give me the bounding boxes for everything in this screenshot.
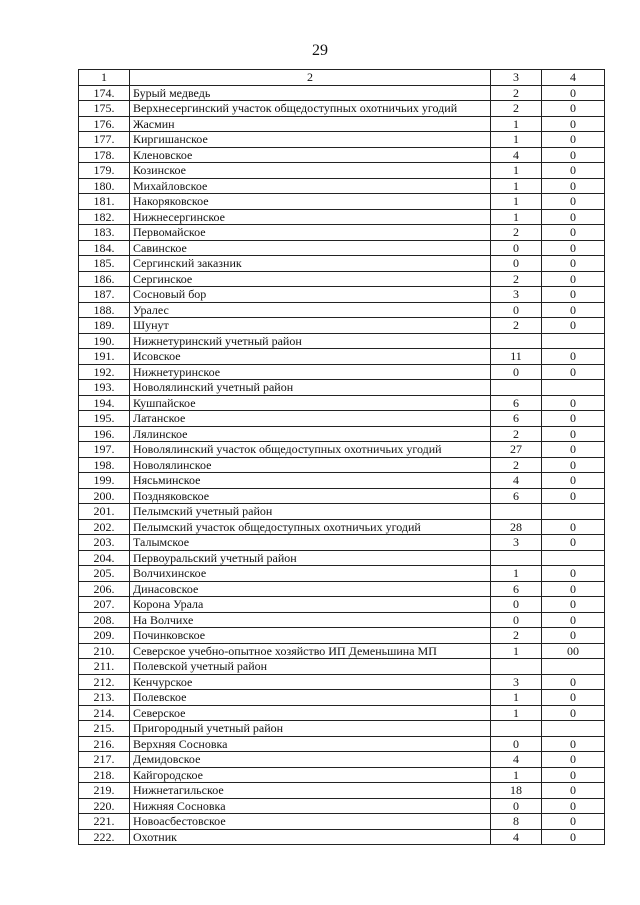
row-number-cell: 189. [79, 318, 130, 334]
table-row [79, 550, 605, 566]
row-value-3-cell: 1 [491, 132, 542, 148]
row-value-4-cell: 0 [542, 798, 605, 814]
row-name-cell: Михайловское [130, 178, 491, 194]
row-number-cell: 203. [79, 535, 130, 551]
row-value-3-cell: 3 [491, 535, 542, 551]
row-number-cell: 180. [79, 178, 130, 194]
table-row [79, 798, 605, 814]
row-value-4-cell: 0 [542, 628, 605, 644]
row-value-3-cell: 1 [491, 194, 542, 210]
row-name-cell: Пелымский учетный район [130, 504, 491, 520]
row-value-4-cell: 0 [542, 364, 605, 380]
row-number-cell: 211. [79, 659, 130, 675]
row-name-cell: Лялинское [130, 426, 491, 442]
row-name-cell: Первоуральский учетный район [130, 550, 491, 566]
row-number-cell: 206. [79, 581, 130, 597]
row-name-cell: Поздняковское [130, 488, 491, 504]
row-name-cell: Новолялинский участок общедоступных охотничьих угодий [130, 442, 491, 458]
row-value-3-cell: 2 [491, 426, 542, 442]
row-value-3-cell: 1 [491, 690, 542, 706]
row-value-4-cell: 0 [542, 519, 605, 535]
row-value-4-cell: 0 [542, 473, 605, 489]
row-value-4-cell: 0 [542, 163, 605, 179]
row-value-4-cell: 0 [542, 783, 605, 799]
row-value-4-cell: 0 [542, 147, 605, 163]
row-value-4-cell: 0 [542, 225, 605, 241]
row-name-cell: Нижнетуринское [130, 364, 491, 380]
row-value-4-cell: 0 [542, 101, 605, 117]
row-number-cell: 220. [79, 798, 130, 814]
row-value-3-cell: 1 [491, 209, 542, 225]
row-number-cell: 218. [79, 767, 130, 783]
row-value-4-cell: 0 [542, 705, 605, 721]
table-row [79, 721, 605, 737]
row-number-cell: 204. [79, 550, 130, 566]
table-row [79, 566, 605, 582]
row-number-cell: 191. [79, 349, 130, 365]
row-number-cell: 195. [79, 411, 130, 427]
row-value-4-cell: 0 [542, 597, 605, 613]
row-name-cell: Савинское [130, 240, 491, 256]
row-value-4-cell: 0 [542, 535, 605, 551]
row-number-cell: 202. [79, 519, 130, 535]
row-value-4-cell: 0 [542, 287, 605, 303]
row-number-cell: 179. [79, 163, 130, 179]
row-value-4-cell: 0 [542, 426, 605, 442]
row-number-cell: 187. [79, 287, 130, 303]
row-value-4-cell: 0 [542, 240, 605, 256]
row-number-cell: 190. [79, 333, 130, 349]
row-value-3-cell: 1 [491, 767, 542, 783]
table-row [79, 225, 605, 241]
table-row [79, 829, 605, 845]
row-name-cell: Верхняя Сосновка [130, 736, 491, 752]
row-value-4-cell: 0 [542, 178, 605, 194]
row-name-cell: Кленовское [130, 147, 491, 163]
header-col-2: 2 [130, 70, 491, 86]
row-name-cell: Новолялинское [130, 457, 491, 473]
row-value-3-cell: 2 [491, 271, 542, 287]
row-value-4-cell: 0 [542, 194, 605, 210]
row-name-cell: Первомайское [130, 225, 491, 241]
row-name-cell: Северское учебно-опытное хозяйство ИП Деменьшина МП [130, 643, 491, 659]
row-name-cell: Исовское [130, 349, 491, 365]
row-value-3-cell: 2 [491, 101, 542, 117]
row-name-cell: Сергинское [130, 271, 491, 287]
table-row [79, 163, 605, 179]
row-value-3-cell [491, 333, 542, 349]
row-value-4-cell: 0 [542, 256, 605, 272]
row-value-3-cell: 1 [491, 163, 542, 179]
table-row [79, 612, 605, 628]
table-row [79, 116, 605, 132]
row-name-cell: Накоряковское [130, 194, 491, 210]
row-name-cell: Нижнесергинское [130, 209, 491, 225]
row-value-3-cell: 2 [491, 628, 542, 644]
row-value-4-cell [542, 504, 605, 520]
row-name-cell: Кайгородское [130, 767, 491, 783]
row-name-cell: Киргишанское [130, 132, 491, 148]
row-number-cell: 174. [79, 85, 130, 101]
table-row [79, 101, 605, 117]
row-value-3-cell [491, 380, 542, 396]
table-body [79, 70, 605, 845]
row-value-3-cell: 1 [491, 643, 542, 659]
row-value-3-cell: 2 [491, 225, 542, 241]
table-row [79, 349, 605, 365]
row-number-cell: 181. [79, 194, 130, 210]
row-number-cell: 205. [79, 566, 130, 582]
table-row [79, 473, 605, 489]
table-row [79, 395, 605, 411]
row-name-cell: Шунут [130, 318, 491, 334]
row-value-4-cell: 0 [542, 209, 605, 225]
row-name-cell: Нижняя Сосновка [130, 798, 491, 814]
row-number-cell: 222. [79, 829, 130, 845]
table-row [79, 132, 605, 148]
row-number-cell: 192. [79, 364, 130, 380]
row-number-cell: 201. [79, 504, 130, 520]
row-value-4-cell: 0 [542, 829, 605, 845]
row-name-cell: Жасмин [130, 116, 491, 132]
row-value-4-cell: 0 [542, 736, 605, 752]
row-value-4-cell: 0 [542, 457, 605, 473]
table-row [79, 147, 605, 163]
row-value-3-cell: 0 [491, 612, 542, 628]
table-row [79, 178, 605, 194]
row-value-4-cell: 0 [542, 349, 605, 365]
row-number-cell: 176. [79, 116, 130, 132]
row-value-3-cell [491, 550, 542, 566]
table-row [79, 736, 605, 752]
header-col-4: 4 [542, 70, 605, 86]
page-number: 29 [312, 42, 328, 59]
row-value-3-cell: 27 [491, 442, 542, 458]
table-row [79, 488, 605, 504]
row-name-cell: Новолялинский учетный район [130, 380, 491, 396]
row-value-3-cell: 6 [491, 488, 542, 504]
row-number-cell: 194. [79, 395, 130, 411]
row-value-3-cell: 6 [491, 395, 542, 411]
row-value-4-cell: 0 [542, 132, 605, 148]
table-row [79, 426, 605, 442]
row-value-4-cell: 0 [542, 442, 605, 458]
row-value-3-cell [491, 659, 542, 675]
row-name-cell: Сергинский заказник [130, 256, 491, 272]
row-value-3-cell: 0 [491, 302, 542, 318]
row-value-3-cell: 0 [491, 364, 542, 380]
row-value-3-cell: 2 [491, 318, 542, 334]
row-number-cell: 207. [79, 597, 130, 613]
table-row [79, 814, 605, 830]
row-value-3-cell: 28 [491, 519, 542, 535]
row-value-4-cell [542, 659, 605, 675]
row-number-cell: 212. [79, 674, 130, 690]
row-value-4-cell: 0 [542, 116, 605, 132]
row-number-cell: 185. [79, 256, 130, 272]
row-value-3-cell: 8 [491, 814, 542, 830]
table-row [79, 643, 605, 659]
row-name-cell: Починковское [130, 628, 491, 644]
row-value-3-cell: 4 [491, 473, 542, 489]
table-row [79, 581, 605, 597]
row-value-3-cell: 4 [491, 752, 542, 768]
header-col-3: 3 [491, 70, 542, 86]
row-number-cell: 183. [79, 225, 130, 241]
row-number-cell: 196. [79, 426, 130, 442]
row-name-cell: Динасовское [130, 581, 491, 597]
row-value-3-cell: 2 [491, 85, 542, 101]
row-number-cell: 182. [79, 209, 130, 225]
table-row [79, 783, 605, 799]
row-number-cell: 200. [79, 488, 130, 504]
row-number-cell: 213. [79, 690, 130, 706]
row-value-4-cell: 0 [542, 690, 605, 706]
row-value-3-cell: 0 [491, 798, 542, 814]
row-name-cell: Новоасбестовское [130, 814, 491, 830]
row-name-cell: Нясьминское [130, 473, 491, 489]
row-value-4-cell: 0 [542, 318, 605, 334]
table-row [79, 364, 605, 380]
table-row [79, 767, 605, 783]
table-row [79, 318, 605, 334]
row-name-cell: Козинское [130, 163, 491, 179]
row-value-3-cell: 0 [491, 256, 542, 272]
row-value-3-cell: 0 [491, 597, 542, 613]
row-name-cell: Охотник [130, 829, 491, 845]
row-number-cell: 178. [79, 147, 130, 163]
row-name-cell: Нижнетуринский учетный район [130, 333, 491, 349]
row-value-4-cell: 0 [542, 302, 605, 318]
row-number-cell: 209. [79, 628, 130, 644]
row-value-3-cell: 4 [491, 829, 542, 845]
row-name-cell: Кушпайское [130, 395, 491, 411]
row-value-4-cell: 00 [542, 643, 605, 659]
table-row [79, 333, 605, 349]
row-value-4-cell: 0 [542, 271, 605, 287]
row-value-3-cell: 11 [491, 349, 542, 365]
row-name-cell: На Волчихе [130, 612, 491, 628]
table-row [79, 411, 605, 427]
row-value-3-cell: 2 [491, 457, 542, 473]
row-value-4-cell: 0 [542, 674, 605, 690]
row-name-cell: Кенчурское [130, 674, 491, 690]
row-value-3-cell: 1 [491, 566, 542, 582]
row-value-3-cell: 3 [491, 287, 542, 303]
row-value-3-cell: 4 [491, 147, 542, 163]
table-row [79, 287, 605, 303]
table-row [79, 256, 605, 272]
row-value-4-cell [542, 550, 605, 566]
table-row [79, 690, 605, 706]
row-value-4-cell: 0 [542, 581, 605, 597]
table-row [79, 442, 605, 458]
table-row [79, 674, 605, 690]
row-value-4-cell: 0 [542, 411, 605, 427]
row-number-cell: 208. [79, 612, 130, 628]
row-number-cell: 215. [79, 721, 130, 737]
row-name-cell: Уралес [130, 302, 491, 318]
row-number-cell: 214. [79, 705, 130, 721]
table-row [79, 85, 605, 101]
table-row [79, 240, 605, 256]
row-name-cell: Полевское [130, 690, 491, 706]
row-value-4-cell: 0 [542, 395, 605, 411]
row-value-3-cell: 1 [491, 116, 542, 132]
row-value-4-cell: 0 [542, 488, 605, 504]
row-name-cell: Нижнетагильское [130, 783, 491, 799]
row-name-cell: Демидовское [130, 752, 491, 768]
row-number-cell: 193. [79, 380, 130, 396]
row-name-cell: Полевской учетный район [130, 659, 491, 675]
row-number-cell: 197. [79, 442, 130, 458]
row-name-cell: Пригородный учетный район [130, 721, 491, 737]
row-number-cell: 177. [79, 132, 130, 148]
row-value-3-cell: 1 [491, 178, 542, 194]
row-value-3-cell: 1 [491, 705, 542, 721]
row-value-4-cell: 0 [542, 566, 605, 582]
table-row [79, 597, 605, 613]
row-value-3-cell [491, 504, 542, 520]
row-value-4-cell: 0 [542, 85, 605, 101]
row-value-3-cell: 18 [491, 783, 542, 799]
row-name-cell: Волчихинское [130, 566, 491, 582]
row-number-cell: 221. [79, 814, 130, 830]
table-row [79, 705, 605, 721]
row-name-cell: Северское [130, 705, 491, 721]
row-number-cell: 186. [79, 271, 130, 287]
row-name-cell: Талымское [130, 535, 491, 551]
table-header-row [79, 70, 605, 86]
row-value-4-cell: 0 [542, 612, 605, 628]
row-name-cell: Бурый медведь [130, 85, 491, 101]
table-row [79, 271, 605, 287]
row-value-4-cell: 0 [542, 814, 605, 830]
table-row [79, 519, 605, 535]
table-row [79, 504, 605, 520]
row-value-4-cell [542, 721, 605, 737]
row-number-cell: 188. [79, 302, 130, 318]
row-name-cell: Верхнесергинский участок общедоступных охотничьих угодий [130, 101, 491, 117]
row-number-cell: 175. [79, 101, 130, 117]
table-row [79, 302, 605, 318]
table-row [79, 194, 605, 210]
row-value-4-cell [542, 380, 605, 396]
row-name-cell: Корона Урала [130, 597, 491, 613]
row-name-cell: Латанское [130, 411, 491, 427]
table-row [79, 380, 605, 396]
row-value-4-cell [542, 333, 605, 349]
row-value-3-cell [491, 721, 542, 737]
row-value-4-cell: 0 [542, 752, 605, 768]
table-row [79, 659, 605, 675]
row-number-cell: 184. [79, 240, 130, 256]
table-row [79, 209, 605, 225]
row-name-cell: Пелымский участок общедоступных охотничьих угодий [130, 519, 491, 535]
row-value-4-cell: 0 [542, 767, 605, 783]
table-row [79, 628, 605, 644]
table-row [79, 457, 605, 473]
row-number-cell: 219. [79, 783, 130, 799]
row-value-3-cell: 0 [491, 240, 542, 256]
row-number-cell: 216. [79, 736, 130, 752]
row-value-3-cell: 3 [491, 674, 542, 690]
row-name-cell: Сосновый бор [130, 287, 491, 303]
row-number-cell: 198. [79, 457, 130, 473]
header-col-1: 1 [79, 70, 130, 86]
row-number-cell: 199. [79, 473, 130, 489]
row-number-cell: 217. [79, 752, 130, 768]
table-row [79, 535, 605, 551]
data-table [78, 69, 605, 845]
row-value-3-cell: 0 [491, 736, 542, 752]
row-value-3-cell: 6 [491, 411, 542, 427]
row-number-cell: 210. [79, 643, 130, 659]
table-row [79, 752, 605, 768]
row-value-3-cell: 6 [491, 581, 542, 597]
